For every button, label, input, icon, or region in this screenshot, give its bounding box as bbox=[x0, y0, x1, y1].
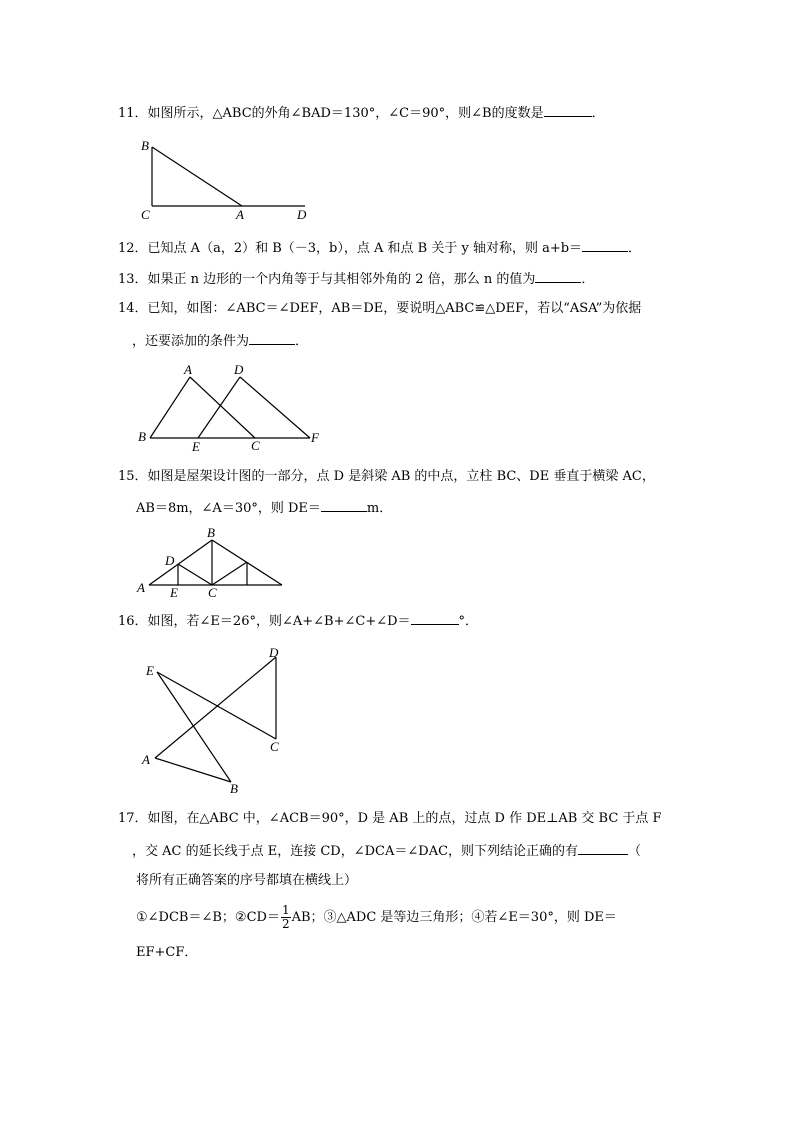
q15-figure bbox=[130, 525, 300, 600]
q16-label-A: A bbox=[142, 752, 150, 767]
q13-text bbox=[118, 270, 594, 289]
q12-end: ． bbox=[628, 241, 642, 256]
q15-line2 bbox=[136, 499, 392, 518]
q16-label-D: D bbox=[269, 645, 279, 660]
q16-label-B: B bbox=[230, 781, 238, 796]
q14-line1: 14．已知，如图：∠ABC＝∠DEF，AB＝DE，要说明△ABC≌△DEF，若以“ASA”为依据 bbox=[118, 301, 642, 316]
q13-end: ． bbox=[581, 272, 595, 287]
q17-line1: 17．如图，在△ABC 中，∠ACB＝90°，D 是 AB 上的点，过点 D 作 DE⊥AB 交 BC 于点 F bbox=[118, 811, 662, 826]
q17-line2 bbox=[132, 842, 641, 861]
q14-answer-blank[interactable] bbox=[249, 332, 295, 345]
q14-label-C: C bbox=[251, 438, 260, 453]
q16-label-C: C bbox=[270, 739, 279, 754]
q17-frac-num: 1 bbox=[281, 903, 290, 917]
q14-stem2: ，还要添加的条件为 bbox=[132, 334, 250, 349]
q17-opt2: AB；③△ADC 是等边三角形；④若∠E＝30°，则 DE＝ bbox=[291, 910, 617, 925]
q17-opt1: ①∠DCB＝∠B；②CD＝ bbox=[136, 910, 280, 925]
q11-label-D: D bbox=[297, 207, 307, 222]
q16-text bbox=[118, 612, 478, 631]
q12-text bbox=[118, 239, 641, 258]
q17-paren: （ bbox=[628, 844, 642, 859]
q16-label-E: E bbox=[146, 663, 154, 678]
q14-end: ． bbox=[295, 334, 309, 349]
q14-label-B: B bbox=[138, 429, 146, 444]
q14-label-D: D bbox=[234, 362, 244, 377]
q16-figure bbox=[130, 640, 290, 800]
q15-label-E: E bbox=[170, 585, 178, 600]
q11-end: ． bbox=[591, 106, 605, 121]
q13-answer-blank[interactable] bbox=[535, 270, 581, 283]
q17-options bbox=[136, 904, 617, 932]
q15-line1: 15．如图是屋架设计图的一部分，点 D 是斜梁 AB 的中点，立柱 BC、DE 垂直于横梁 AC， bbox=[118, 469, 655, 484]
q17-line5: EF+CF． bbox=[136, 945, 198, 960]
q17-line3: 将所有正确答案的序号都填在横线上） bbox=[136, 873, 358, 888]
q14-label-A: A bbox=[184, 362, 192, 377]
q11-label-C: C bbox=[141, 207, 150, 222]
q15-label-D: D bbox=[165, 553, 175, 568]
q15-end: m． bbox=[366, 501, 393, 516]
q14-label-E: E bbox=[192, 439, 200, 454]
q15-label-B: B bbox=[207, 525, 215, 540]
q15-label-A: A bbox=[137, 580, 145, 595]
q11-label-B: B bbox=[141, 138, 149, 153]
q15-stem2: AB＝8m，∠A＝30°，则 DE＝ bbox=[136, 501, 321, 516]
q12-answer-blank[interactable] bbox=[582, 239, 628, 252]
q17-answer-blank[interactable] bbox=[578, 842, 628, 855]
q14-label-F: F bbox=[311, 430, 319, 445]
q11-answer-blank[interactable] bbox=[544, 104, 592, 117]
q17-fraction-half bbox=[281, 904, 291, 931]
q11-figure bbox=[130, 135, 330, 225]
q11-stem: 11．如图所示，△ABC的外角∠BAD＝130°，∠C＝90°，则∠B的度数是 bbox=[118, 106, 544, 121]
q13-stem: 13．如果正 n 边形的一个内角等于与其相邻外角的 2 倍，那么 n 的值为 bbox=[118, 272, 536, 287]
q17-stem2: ，交 AC 的延长线于点 E，连接 CD，∠DCA＝∠DAC，则下列结论正确的有 bbox=[132, 844, 579, 859]
q11-text bbox=[118, 104, 605, 123]
q16-answer-blank[interactable] bbox=[411, 612, 459, 625]
q14-figure bbox=[130, 360, 340, 455]
q15-label-C: C bbox=[208, 585, 217, 600]
q14-line2 bbox=[132, 332, 308, 351]
q16-stem: 16．如图，若∠E＝26°，则∠A+∠B+∠C+∠D＝ bbox=[118, 614, 411, 629]
q17-frac-den: 2 bbox=[281, 917, 290, 931]
q15-answer-blank[interactable] bbox=[321, 499, 367, 512]
q16-end: °． bbox=[458, 614, 479, 629]
q11-label-A: A bbox=[236, 207, 244, 222]
q12-stem: 12．已知点 A（a，2）和 B（－3，b），点 A 和点 B 关于 y 轴对称，则 a+b＝ bbox=[118, 241, 583, 256]
